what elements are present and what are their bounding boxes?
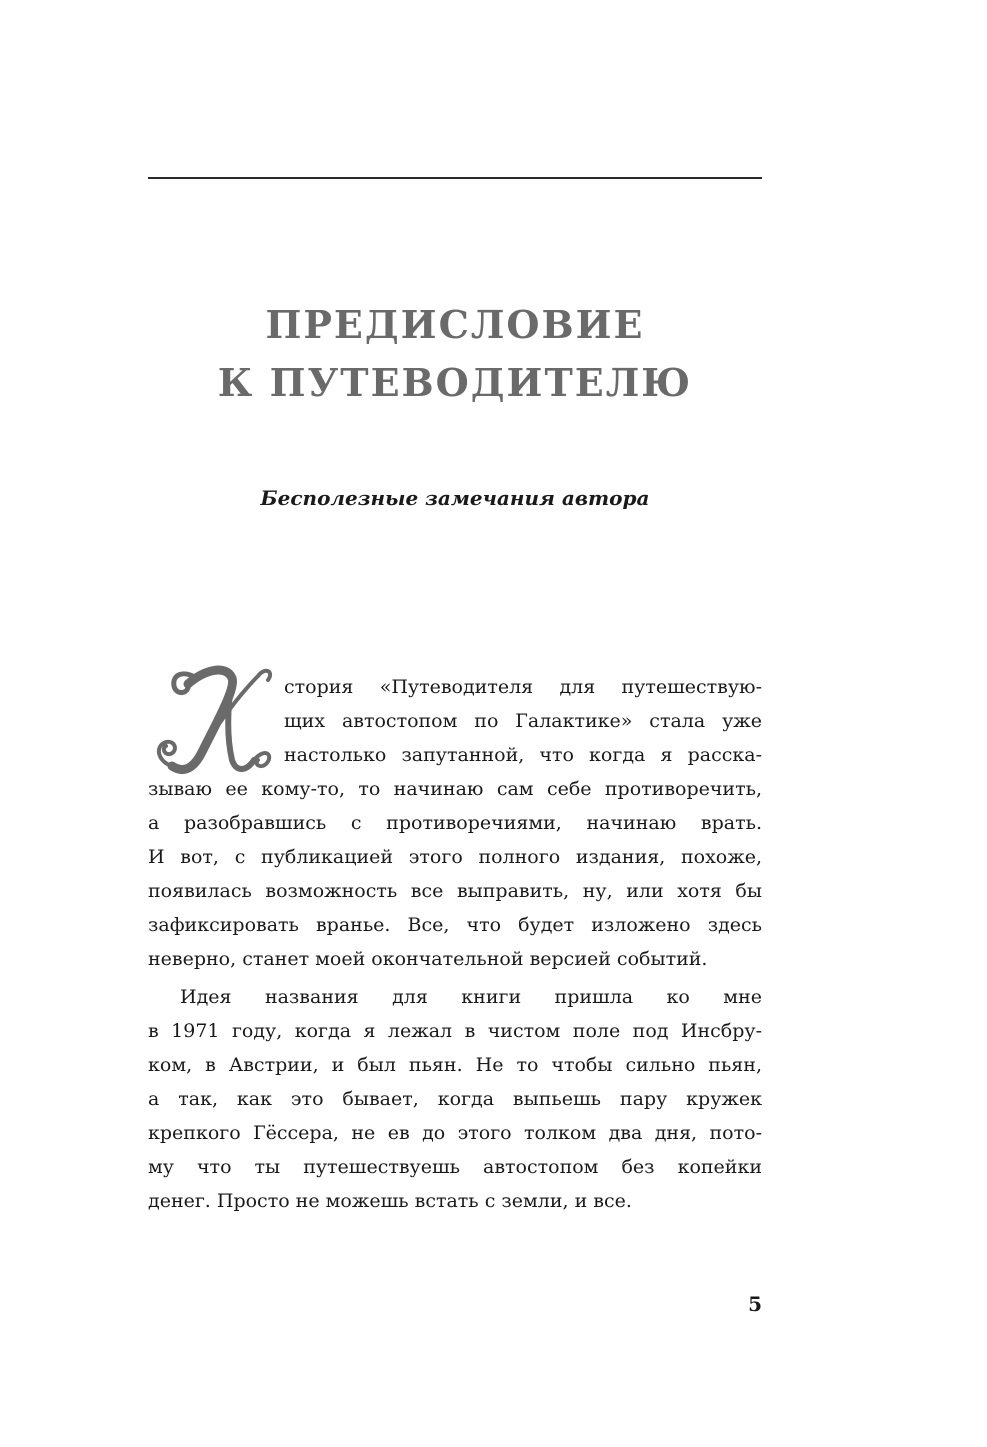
chapter-title-line-2: К ПУТЕВОДИТЕЛЮ	[217, 360, 693, 405]
text-line: денег. Просто не можешь встать с земли, и все.	[148, 1190, 632, 1212]
text-line: му что ты путешествуешь автостопом без копейки	[148, 1156, 762, 1178]
text-line: ком, в Австрии, и был пьян. Не то чтобы сильно пьян,	[148, 1054, 762, 1076]
top-rule	[148, 177, 762, 179]
text-line: зываю ее кому-то, то начинаю сам себе противоречить,	[148, 778, 762, 800]
text-line: в 1971 году, когда я лежал в чистом поле под Инсбру-	[148, 1020, 762, 1042]
text-line: стория «Путеводителя для путешествую-	[284, 676, 762, 698]
text-line: зафиксировать вранье. Все, что будет изложено здесь	[148, 914, 762, 936]
chapter-title-line-1: ПРЕДИСЛОВИЕ	[265, 302, 645, 347]
text-line: Идея названия для книги пришла ко мне	[180, 986, 762, 1008]
text-line: появилась возможность все выправить, ну, или хотя бы	[148, 880, 762, 902]
page-number: 5	[748, 1292, 762, 1316]
text-line: а разобравшись с противоречиями, начинаю врать.	[148, 812, 762, 834]
text-line: настолько запутанной, что когда я расска-	[284, 744, 762, 766]
text-line: щих автостопом по Галактике» стала уже	[284, 710, 762, 732]
drop-cap-ornament	[144, 648, 276, 784]
text-line: а так, как это бывает, когда выпьешь пару кружек	[148, 1088, 762, 1110]
chapter-subtitle: Бесполезные замечания автора	[260, 486, 650, 510]
text-line: И вот, с публикацией этого полного издания, похоже,	[148, 846, 762, 868]
svg-text:И: И	[209, 748, 211, 749]
text-line: неверно, станет моей окончательной версией событий.	[148, 948, 708, 970]
chapter-title	[148, 296, 762, 412]
text-line: крепкого Гёссера, не ев до этого толком два дня, пото-	[148, 1122, 762, 1144]
